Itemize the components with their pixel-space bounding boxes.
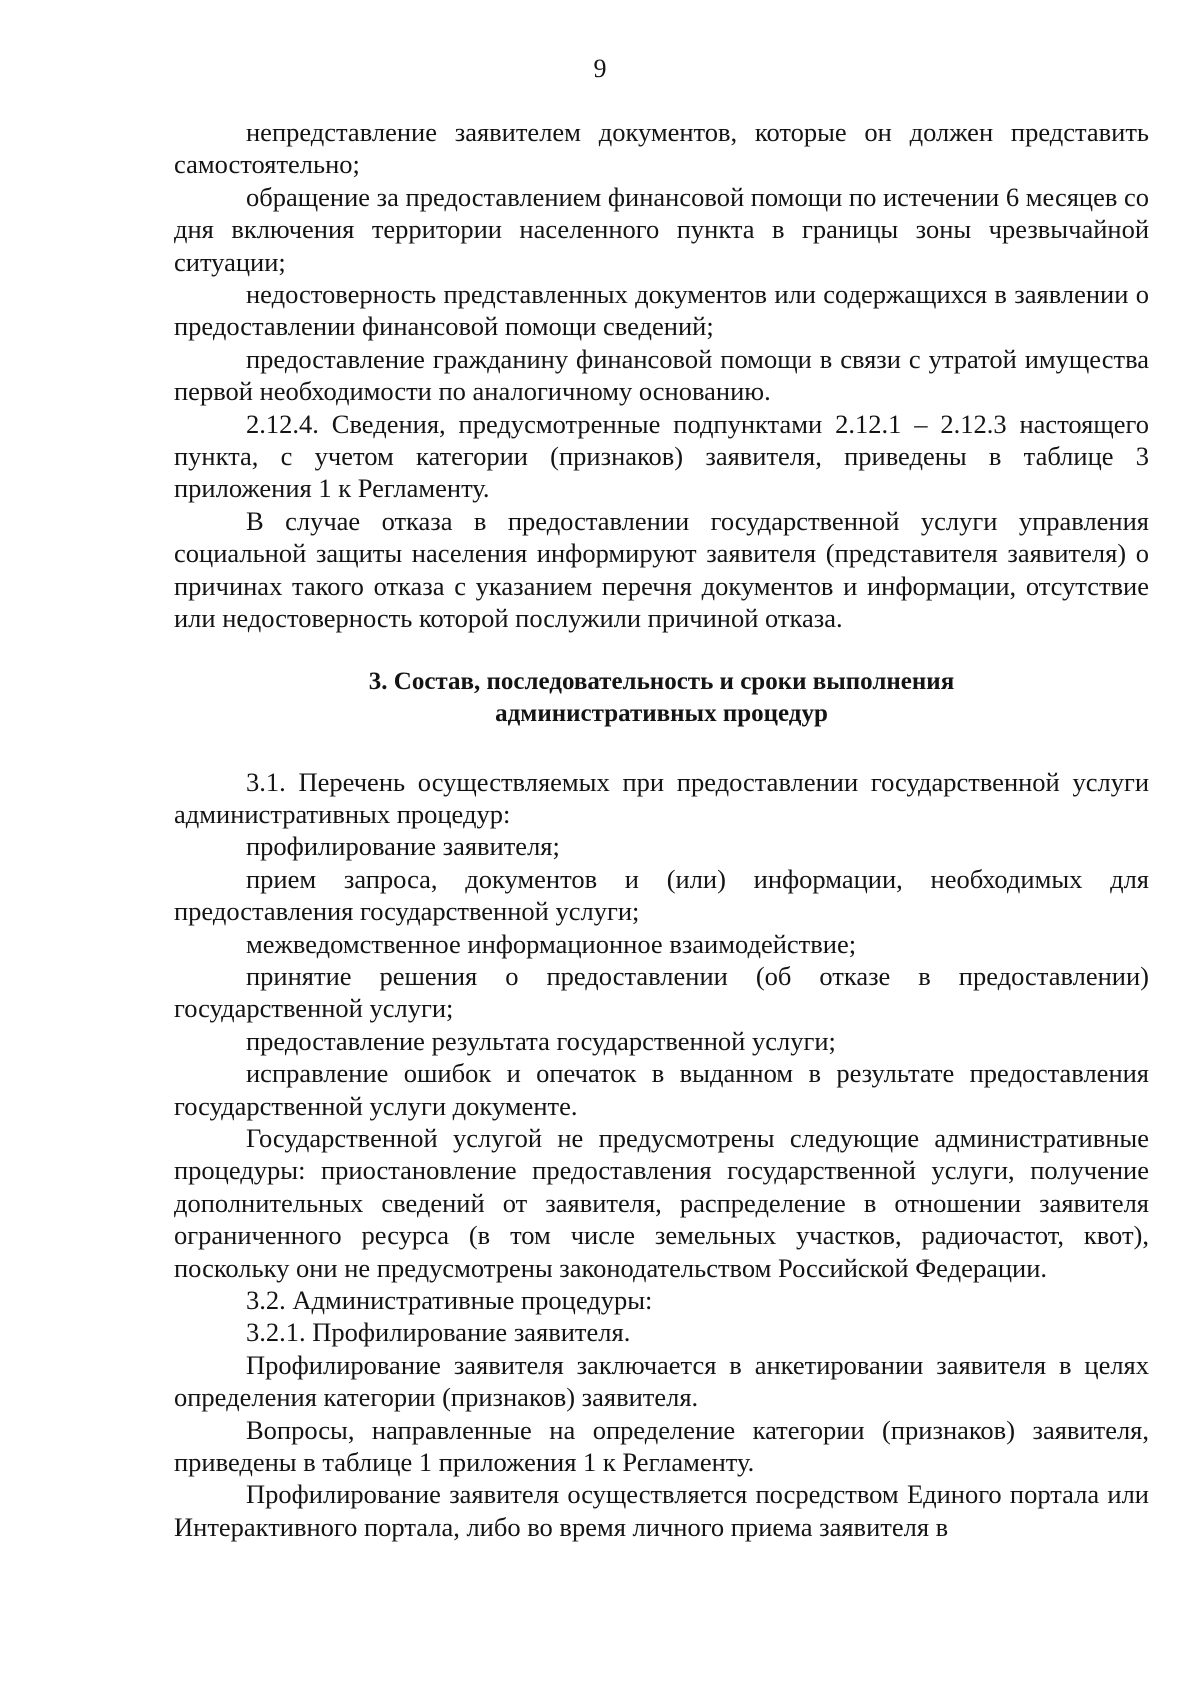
paragraph: недостоверность представленных документов или содержащихся в заявлении о предоставлении финансовой помощи сведений; xyxy=(174,279,1149,342)
paragraph: 3.2. Административные процедуры: xyxy=(246,1285,653,1315)
document-body xyxy=(174,116,1149,1543)
paragraph: прием запроса, документов и (или) информации, необходимых для предоставления государственной услуги; xyxy=(174,863,1149,927)
paragraph: 3.1. Перечень осуществляемых при предоставлении государственной услуги административных процедур: xyxy=(174,766,1149,829)
paragraph: профилирование заявителя; xyxy=(246,831,560,862)
paragraph: Государственной услугой не предусмотрены следующие административные процедуры: приостановление предоставления государственной услуги, получение дополнительных сведений от заявителя, распределение в отношении заявителя ограниченного ресурса (в том числе земельных участков, радиочастот, квот), поскольку они не предусмотрены законодательством Российской Федерации. xyxy=(174,1122,1149,1283)
paragraph: 2.12.4. Сведения, предусмотренные подпунктами 2.12.1 – 2.12.3 настоящего пункта, с учетом категории (признаков) заявителя, приведены в таблице 3 приложения 1 к Регламенту. xyxy=(174,408,1149,504)
paragraph: принятие решения о предоставлении (об отказе в предоставлении) государственной услуги; xyxy=(174,960,1149,1024)
page-number: 9 xyxy=(593,54,607,83)
paragraph: исправление ошибок и опечаток в выданном в результате предоставления государственной услуги документе. xyxy=(174,1058,1149,1121)
paragraph: 3.2.1. Профилирование заявителя. xyxy=(246,1317,631,1348)
paragraph: предоставление результата государственной услуги; xyxy=(246,1025,836,1056)
paragraph: В случае отказа в предоставлении государственной услуги управления социальной защиты населения информируют заявителя (представителя заявителя) о причинах такого отказа с указанием перечня документов и информации, отсутствие или недостоверность которой послужили причиной отказа. xyxy=(174,505,1149,634)
paragraph: предоставление гражданину финансовой помощи в связи с утратой имущества первой необходимости по аналогичному основанию. xyxy=(174,343,1149,407)
paragraph: обращение за предоставлением финансовой помощи по истечении 6 месяцев со дня включения территории населенного пункта в границы зоны чрезвычайной ситуации; xyxy=(174,181,1149,277)
paragraph: межведомственное информационное взаимодействие; xyxy=(246,928,857,959)
section-heading xyxy=(174,666,1149,730)
paragraph: Вопросы, направленные на определение категории (признаков) заявителя, приведены в таблице 1 приложения 1 к Регламенту. xyxy=(174,1414,1149,1478)
section-heading-line: административных процедур xyxy=(495,699,828,727)
paragraph: непредставление заявителем документов, которые он должен представить самостоятельно; xyxy=(174,117,1149,180)
paragraph: Профилирование заявителя осуществляется посредством Единого портала или Интерактивного портала, либо во время личного приема заявителя в xyxy=(174,1479,1149,1542)
paragraph: Профилирование заявителя заключается в анкетировании заявителя в целях определения категории (признаков) заявителя. xyxy=(174,1349,1149,1413)
section-heading-line: 3. Состав, последовательность и сроки выполнения xyxy=(368,667,955,695)
